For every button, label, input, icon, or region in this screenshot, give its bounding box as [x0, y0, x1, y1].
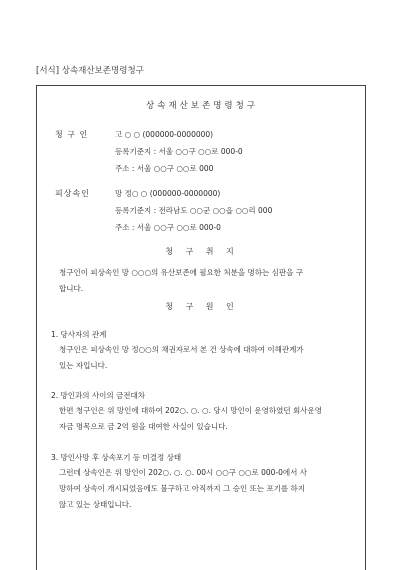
decedent-registered-address: 등록기준지 : 전라남도 ○○군 ○○읍 ○○리 000: [115, 206, 273, 215]
ground-line: 있는 자입니다.: [59, 361, 108, 370]
decedent-name: 망 정○ ○ (000000-0000000): [115, 189, 221, 198]
ground-line: 자금 명목으로 금 2억 원을 대여한 사실이 있습니다.: [59, 422, 228, 431]
ground-3-text: [59, 465, 307, 513]
purpose-heading: 청 구 취 지: [165, 247, 239, 256]
ground-line: 망하여 상속이 개시되었음에도 불구하고 아직까지 그 승인 또는 포기를 하지: [59, 484, 306, 493]
purpose-line: 청구인이 피상속인 망 ○○○의 유산보존에 필요한 처분을 명하는 심판을 구: [59, 268, 303, 277]
purpose-line: 합니다.: [59, 284, 84, 293]
ground-2-text: [59, 403, 322, 435]
ground-line: 청구인은 피상속인 망 정○○의 채권자로서 본 건 상속에 대하여 이해관계가: [59, 345, 304, 354]
form-caption: [서식] 상속재산보존명령청구: [36, 66, 144, 76]
claimant-address: 주소 : 서울 ○○구 ○○로 000: [115, 164, 214, 173]
document-title: 상속재산보존명령청구: [145, 101, 259, 111]
ground-3-heading: 3. 망인사망 후 상속포기 등 미결정 상태: [51, 453, 182, 462]
grounds-heading: 청 구 원 인: [165, 302, 239, 311]
claimant-registered-address: 등록기준지 : 서울 ○○구 ○○로 000-0: [115, 147, 243, 156]
purpose-text: [59, 265, 303, 297]
ground-line: 한편 청구인은 위 망인에 대하여 202○. ○. ○. 당시 망인이 운영하였던 회사운영: [59, 406, 322, 415]
ground-line: 그런데 상속인은 위 망인이 202○. ○. ○. 00시 ○○구 ○○로 000-0에서 사: [59, 468, 308, 477]
decedent-address: 주소 : 서울 ○○구 ○○로 000-0: [115, 223, 221, 232]
document-frame: [36, 85, 366, 570]
decedent-label: 피상속인: [55, 189, 90, 198]
claimant-label: 청 구 인: [55, 130, 89, 139]
ground-line: 않고 있는 상태입니다.: [59, 500, 132, 509]
ground-2-heading: 2. 망인과의 사이의 금전대차: [51, 391, 146, 400]
ground-1-text: [59, 342, 304, 374]
claimant-name: 고 ○ ○ (000000-0000000): [115, 130, 214, 139]
ground-1-heading: 1. 당사자의 관계: [51, 330, 107, 339]
